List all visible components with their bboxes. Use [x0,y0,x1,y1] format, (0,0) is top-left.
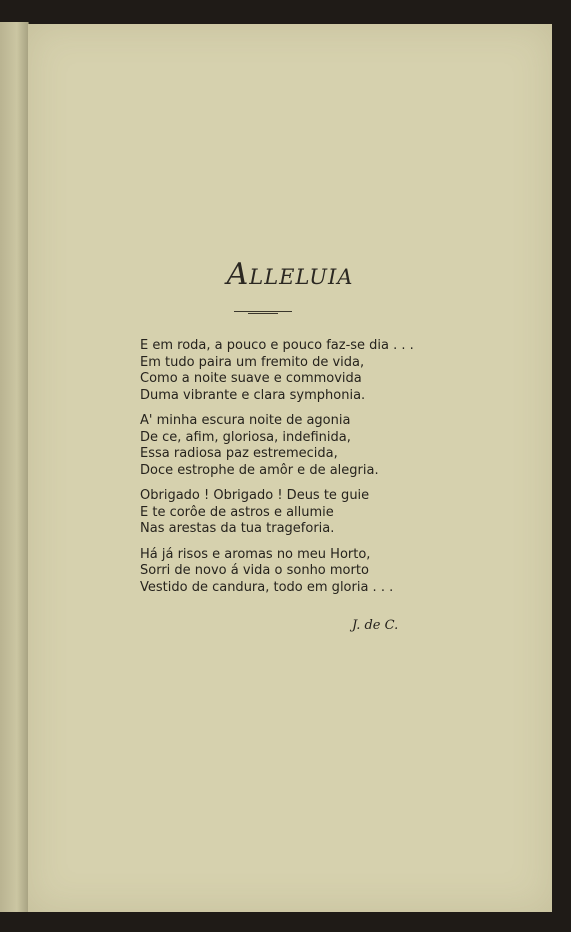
facing-page-edge [0,22,29,912]
poem-line: E te corôe de astros e allumie [140,504,334,520]
poem-line: Nas arestas da tua trageforia. [140,521,335,536]
poem-line: Como a noite suave e commovida [140,371,362,386]
poem-line: Doce estrophe de amôr e de alegria. [140,462,379,478]
stanza-3 [140,488,414,538]
poem-line: A' minha escura noite de agonia [140,413,351,428]
title-ornament-rule [234,311,292,312]
author-signature: J. de C. [352,618,399,633]
poem-line: Obrigado ! Obrigado ! Deus te guie [140,488,370,503]
poem-title: Alleluia [226,257,354,292]
poem-line: E em roda, a pouco e pouco faz-se dia . . . [140,338,414,353]
poem-line: De ce, afim, gloriosa, indefinida, [140,429,351,445]
stanza-1 [140,338,414,404]
poem-body [140,338,414,605]
book-page [28,24,552,912]
stanza-2 [140,413,414,479]
poem-line: Vestido de candura, todo em gloria . . . [140,579,394,595]
poem-line: Sorri de novo á vida o sonho morto [140,563,369,578]
poem-line: Há já risos e aromas no meu Horto, [140,546,371,562]
poem-line: Em tudo paira um fremito de vida, [140,354,365,370]
poem-line: Essa radiosa paz estremecida, [140,446,338,461]
stanza-4 [140,547,414,597]
poem-line: Duma vibrante e clara symphonia. [140,387,366,403]
